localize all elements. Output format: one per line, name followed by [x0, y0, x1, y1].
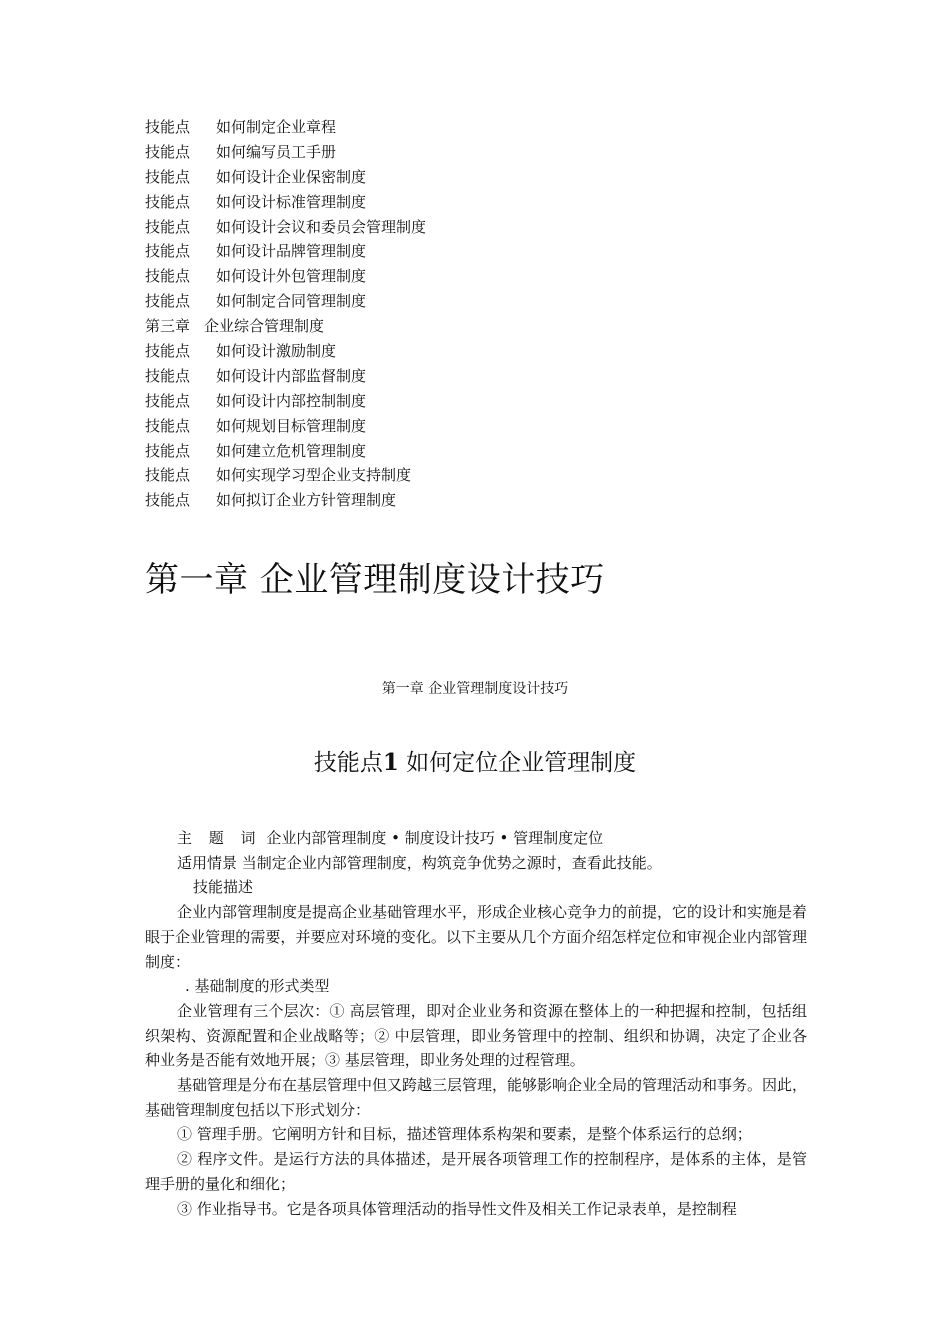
- toc-item[interactable]: [145, 190, 825, 215]
- toc-item[interactable]: [145, 488, 825, 513]
- scenario-line: [145, 851, 807, 876]
- paragraph: 基础管理是分布在基层管理中但又跨越三层管理，能够影响企业全局的管理活动和事务。因此，基础管理制度包括以下形式划分：: [145, 1076, 808, 1119]
- section-title: [0, 745, 950, 781]
- toc-item[interactable]: [145, 439, 825, 464]
- toc-item-text: 如何设计标准管理制度: [216, 192, 367, 211]
- toc-item[interactable]: [145, 140, 825, 165]
- paragraph: ① 管理手册。它阐明方针和目标，描述管理体系构架和要素，是整个体系运行的总纲；: [177, 1125, 752, 1144]
- toc-item-text: 如何设计外包管理制度: [216, 267, 367, 286]
- toc-item-key: 技能点: [145, 217, 191, 236]
- toc-item-text: 如何建立危机管理制度: [216, 441, 367, 460]
- toc-item-text: 如何设计品牌管理制度: [216, 242, 367, 261]
- toc-item-text: 如何拟订企业方针管理制度: [216, 491, 397, 510]
- toc-item[interactable]: [145, 264, 825, 289]
- toc-item-text: 如何制定企业章程: [216, 118, 337, 136]
- subheading: . 基础制度的形式类型: [185, 977, 330, 996]
- toc-item-text: 如何实现学习型企业支持制度: [216, 466, 412, 485]
- toc-item-key: 技能点: [145, 267, 191, 286]
- section-title-prefix: 技能点: [313, 750, 383, 776]
- toc-item-key: 技能点: [145, 391, 191, 410]
- toc-item[interactable]: [145, 389, 825, 414]
- running-header: 第一章 企业管理制度设计技巧: [381, 681, 569, 697]
- toc-item-key: 技能点: [145, 192, 191, 211]
- toc-item[interactable]: [145, 165, 825, 190]
- toc-item-key: 技能点: [145, 491, 191, 510]
- toc-item-key: 技能点: [145, 466, 191, 485]
- toc-item[interactable]: [145, 414, 825, 439]
- keywords-label: 主 题 词: [177, 829, 262, 847]
- toc-item-text: 如何设计企业保密制度: [216, 167, 367, 186]
- chapter-heading: 第一章 企业管理制度设计技巧: [145, 560, 605, 600]
- toc-item-key: 技能点: [145, 441, 191, 460]
- toc-item-text: 如何设计内部控制制度: [216, 391, 367, 410]
- toc-item[interactable]: [145, 339, 825, 364]
- keywords-value: 企业内部管理制度 • 制度设计技巧 • 管理制度定位: [266, 829, 604, 847]
- scenario-label: 适用情景: [177, 853, 238, 872]
- toc-item[interactable]: [145, 364, 825, 389]
- keywords-line: [145, 826, 807, 851]
- toc-item-text: 如何规划目标管理制度: [216, 416, 367, 435]
- toc-item-key: 技能点: [145, 242, 191, 261]
- description-label: 技能描述: [193, 878, 254, 897]
- section-title-text: 如何定位企业管理制度: [406, 750, 637, 776]
- paragraph: 企业管理有三个层次：① 高层管理，即对企业业务和资源在整体上的一种把握和控制，包括组织架构、资源配置和企业战略等；② 中层管理，即业务管理中的控制、组织和协调，决定了企业各种业务是否能有效地开展；③ 基层管理，即业务处理的过程管理。: [145, 1001, 807, 1070]
- toc-item-key: 技能点: [145, 167, 191, 186]
- toc-item-key: 技能点: [145, 366, 191, 385]
- toc-chapter[interactable]: [145, 314, 825, 339]
- table-of-contents: [145, 115, 825, 513]
- scenario-value: 当制定企业内部管理制度，构筑竞争优势之源时，查看此技能。: [241, 853, 662, 872]
- toc-item[interactable]: [145, 289, 825, 314]
- paragraph: 企业内部管理制度是提高企业基础管理水平，形成企业核心竞争力的前提，它的设计和实施是着眼于企业管理的需要，并要应对环境的变化。以下主要从几个方面介绍怎样定位和审视企业内部管理制度：: [145, 903, 808, 971]
- toc-item-text: 如何制定合同管理制度: [216, 292, 367, 311]
- toc-item[interactable]: [145, 215, 825, 240]
- toc-item-text: 如何编写员工手册: [216, 142, 337, 161]
- toc-chapter-text: 企业综合管理制度: [204, 317, 325, 336]
- section-title-number: 1: [382, 749, 399, 776]
- toc-item[interactable]: [145, 115, 825, 140]
- toc-item-key: 技能点: [145, 416, 191, 435]
- toc-chapter-key: 第三章: [145, 317, 191, 336]
- paragraph: ② 程序文件。是运行方法的具体描述，是开展各项管理工作的控制程序，是体系的主体，是管理手册的量化和细化；: [145, 1150, 807, 1193]
- toc-item[interactable]: [145, 463, 825, 488]
- toc-item-text: 如何设计激励制度: [216, 342, 337, 361]
- body-text: [145, 826, 807, 1221]
- toc-item[interactable]: [145, 239, 825, 264]
- toc-item-key: 技能点: [145, 142, 191, 161]
- toc-item-text: 如何设计会议和委员会管理制度: [216, 217, 427, 236]
- toc-item-key: 技能点: [145, 342, 191, 361]
- paragraph: ③ 作业指导书。它是各项具体管理活动的指导性文件及相关工作记录表单，是控制程: [177, 1199, 737, 1218]
- toc-item-key: 技能点: [145, 292, 191, 311]
- toc-item-text: 如何设计内部监督制度: [216, 366, 367, 385]
- toc-item-key: 技能点: [145, 118, 191, 136]
